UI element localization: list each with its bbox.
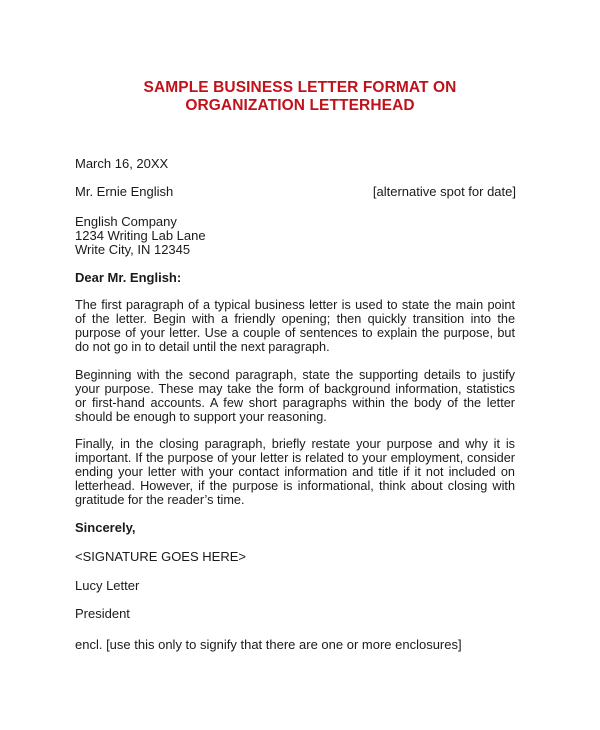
alternative-date-note: [alternative spot for date] (372, 184, 516, 199)
closing: Sincerely, (75, 520, 136, 535)
body-paragraph-1: The first paragraph of a typical business letter is used to state the main point of the letter. Begin with a friendly opening; then quickly transition into the purpose of your letter. Use a couple of sentences to explain the purpose, but do not go in to detail until the next paragraph. (75, 298, 515, 354)
address-company: English Company (75, 214, 177, 229)
signature-placeholder: <SIGNATURE GOES HERE> (75, 549, 246, 564)
signer-name: Lucy Letter (75, 578, 140, 593)
address-street: 1234 Writing Lab Lane (75, 228, 206, 243)
body-paragraph-3: Finally, in the closing paragraph, briefly restate your purpose and why it is important. If the purpose of your letter is related to your employment, consider ending your letter with your contact information and title if it not included on letterhead. However, if the purpose is informational, think about closing with gratitude for the reader’s time. (75, 437, 515, 507)
recipient-name: Mr. Ernie English (75, 184, 174, 199)
address-city: Write City, IN 12345 (75, 242, 191, 257)
signer-title: President (75, 606, 130, 621)
salutation: Dear Mr. English: (75, 270, 182, 285)
letter-date: March 16, 20XX (75, 156, 169, 171)
enclosure-note: encl. [use this only to signify that there are one or more enclosures] (75, 637, 462, 652)
body-paragraph-2: Beginning with the second paragraph, state the supporting details to justify your purpose. These may take the form of background information, statistics or first-hand accounts. A few short paragraphs within the body of the letter should be enough to support your reasoning. (75, 368, 515, 424)
letter-title-line-1: SAMPLE BUSINESS LETTER FORMAT ON (143, 79, 457, 96)
letter-title-line-2: ORGANIZATION LETTERHEAD (185, 97, 415, 114)
